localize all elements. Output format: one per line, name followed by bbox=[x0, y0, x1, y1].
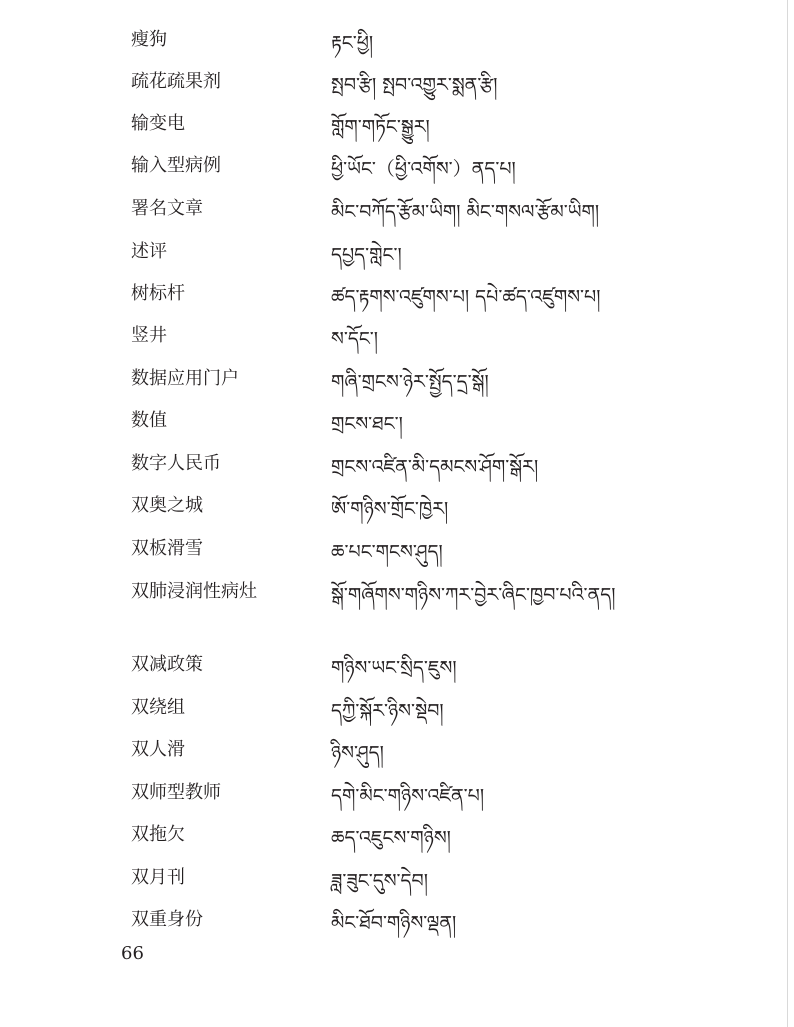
tibetan-translation: ཕྱི་ཡོང་（ཕྱི་འགོས་）ནད་པ། bbox=[331, 158, 516, 180]
page-number: 66 bbox=[121, 943, 144, 964]
chinese-term: 双拖欠 bbox=[131, 824, 185, 845]
chinese-term: 双绕组 bbox=[131, 697, 185, 718]
chinese-term: 双肺浸润性病灶 bbox=[131, 581, 257, 602]
chinese-term: 输变电 bbox=[131, 113, 185, 134]
tibetan-translation: ཨོ་གཉིས་གྲོང་ཁྱེར། bbox=[331, 498, 449, 520]
chinese-term: 述评 bbox=[131, 241, 167, 262]
tibetan-translation: གློག་གཏོང་སྒྱུར། bbox=[331, 116, 430, 138]
tibetan-translation: ཟླ་ཟུང་དུས་དེབ། bbox=[331, 870, 428, 892]
chinese-term: 数字人民币 bbox=[131, 453, 221, 474]
chinese-term: 数据应用门户 bbox=[131, 368, 239, 389]
chinese-term: 疏花疏果剂 bbox=[131, 71, 221, 92]
chinese-term: 瘦狗 bbox=[131, 29, 167, 50]
tibetan-translation: ཉིས་ཤུད། bbox=[331, 742, 384, 764]
tibetan-translation: དགེ་མིང་གཉིས་འཛིན་པ། bbox=[331, 785, 485, 807]
tibetan-translation: མིང་ཐོབ་གཉིས་ལྡན། bbox=[331, 912, 457, 934]
tibetan-translation: སྒོ་གཞོགས་གཉིས་ཀར་བྱེར་ཞིང་ཁྱབ་པའི་ནད། bbox=[331, 584, 616, 606]
tibetan-translation: དཀྱི་སྐོར་ཉིས་སྡེབ། bbox=[331, 700, 444, 722]
tibetan-translation: སྤབ་རྩི། སྤབ་འགྱུར་སྨན་རྩི། bbox=[331, 74, 498, 96]
tibetan-translation: ཆ་པང་གངས་ཤུད། bbox=[331, 541, 443, 563]
tibetan-translation: གཉིས་ཡང་སྲིད་ཇུས། bbox=[331, 657, 457, 679]
chinese-term: 双板滑雪 bbox=[131, 538, 203, 559]
chinese-term: 输入型病例 bbox=[131, 155, 221, 176]
tibetan-translation: ས་དོང་། bbox=[331, 328, 378, 350]
chinese-term: 双月刊 bbox=[131, 867, 185, 888]
chinese-term: 数值 bbox=[131, 410, 167, 431]
tibetan-translation: མིང་བཀོད་རྩོམ་ཡིག། མིང་གསལ་རྩོམ་ཡིག། bbox=[331, 201, 600, 223]
chinese-term: 树标杆 bbox=[131, 283, 185, 304]
chinese-term: 双奥之城 bbox=[131, 495, 203, 516]
tibetan-translation: དཔྱད་གླེང་། bbox=[331, 244, 402, 266]
chinese-term: 双师型教师 bbox=[131, 782, 221, 803]
chinese-term: 双减政策 bbox=[131, 654, 203, 675]
chinese-term: 署名文章 bbox=[131, 198, 203, 219]
chinese-term: 双人滑 bbox=[131, 739, 185, 760]
tibetan-translation: ཚད་རྟགས་འཛུགས་པ། དཔེ་ཚད་འཛུགས་པ། bbox=[331, 286, 601, 308]
chinese-term: 双重身份 bbox=[131, 909, 203, 930]
tibetan-translation: ཆད་འཇུངས་གཉིས། bbox=[331, 827, 451, 849]
page-edge-line bbox=[787, 0, 788, 1027]
tibetan-translation: གྲངས་ཐང་། bbox=[331, 413, 403, 435]
tibetan-translation: རྟང་ཕྱི། bbox=[331, 32, 374, 54]
chinese-term: 竖井 bbox=[131, 325, 167, 346]
tibetan-translation: གཞི་གྲངས་ཉེར་སྤྱོད་དྲ་སྒོ། bbox=[331, 371, 489, 393]
tibetan-translation: གྲངས་འཛིན་མི་དམངས་ཤོག་སྒོར། bbox=[331, 456, 539, 478]
